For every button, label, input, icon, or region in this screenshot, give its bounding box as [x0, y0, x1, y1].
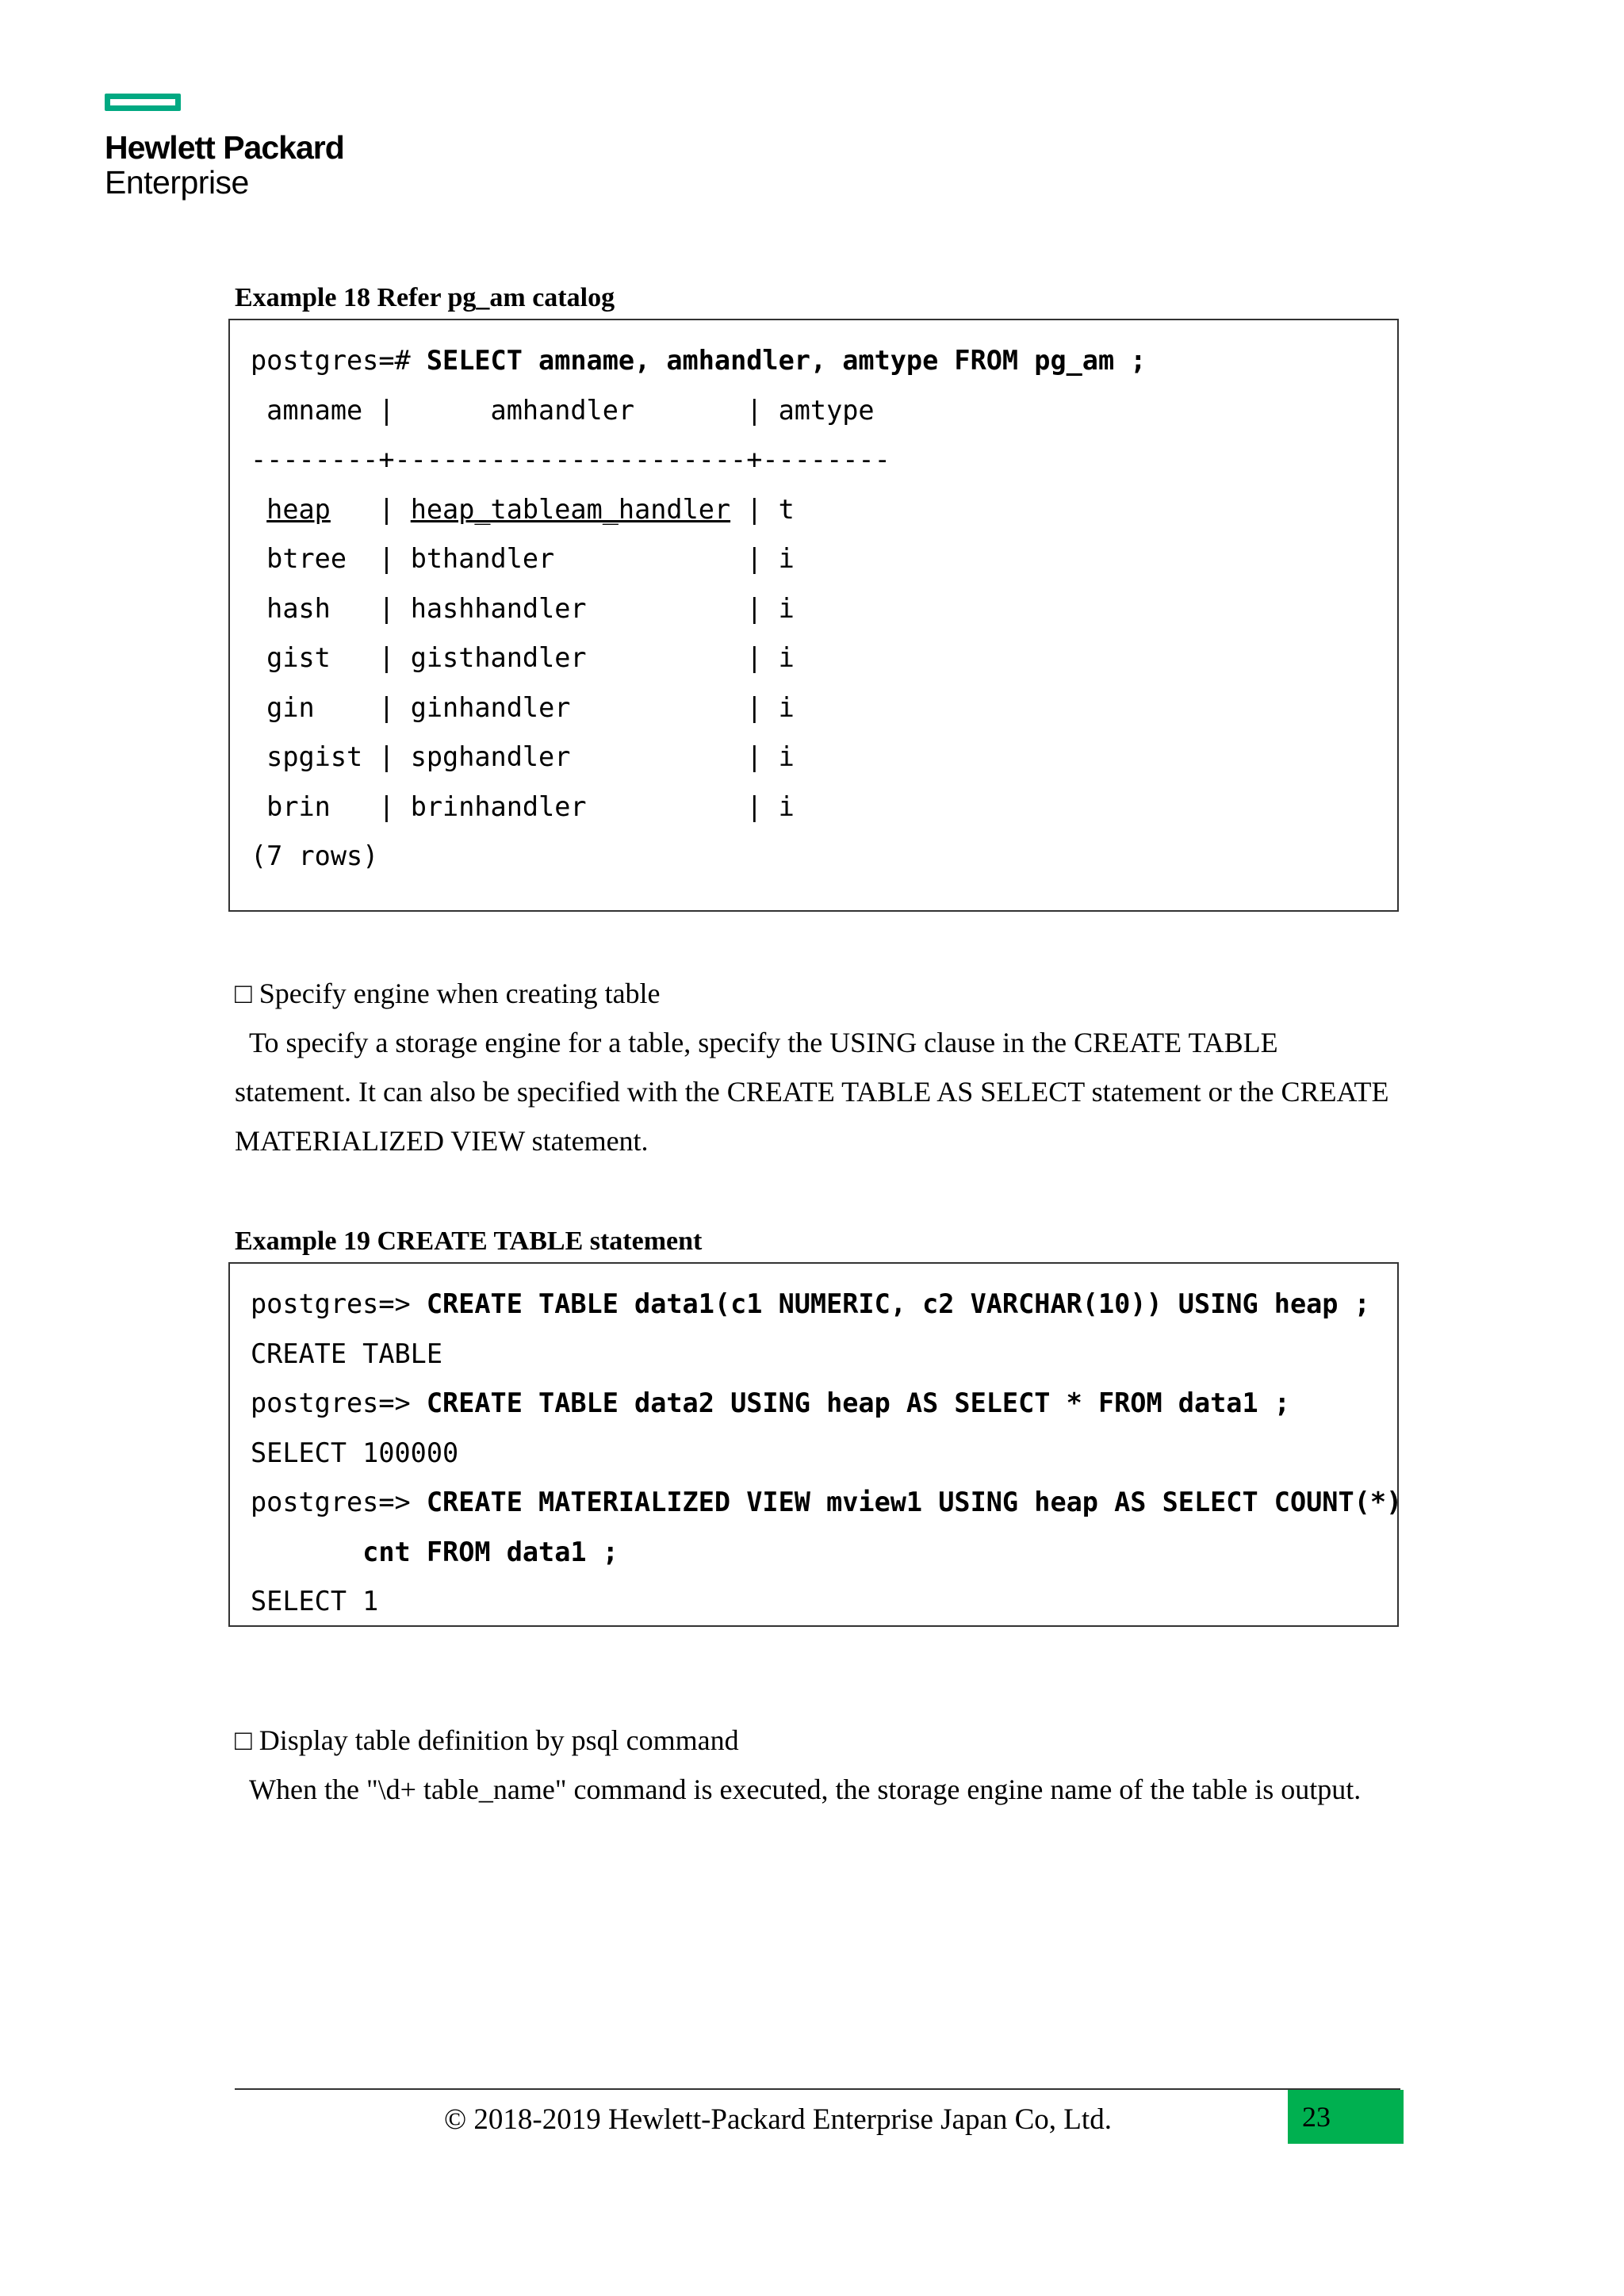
cell-amhandler: hashhandler — [410, 592, 587, 624]
paragraph-line: To specify a storage engine for a table, specify the USING clause in the CREATE TABLE — [249, 1027, 1278, 1058]
page-number: 23 — [1288, 2090, 1404, 2144]
code-line — [251, 1330, 1378, 1380]
cell-amtype: i — [778, 790, 795, 822]
example19-caption: Example 19 CREATE TABLE statement — [235, 1226, 703, 1256]
cell-amname: btree — [266, 543, 347, 574]
result-header-row: amname | amhandler | amtype — [251, 394, 875, 426]
cell-amtype: i — [778, 741, 795, 772]
row-count: (7 rows) — [251, 840, 379, 871]
table-row: hash | hashhandler | i — [266, 592, 795, 624]
command-output: CREATE TABLE — [251, 1337, 443, 1369]
sql-command: cnt FROM data1 ; — [362, 1536, 619, 1567]
code-line — [251, 1528, 1378, 1578]
paragraph-line: When the "\d+ table_name" command is executed, the storage engine name of the table is output. — [249, 1774, 1362, 1805]
sql-command: CREATE TABLE data2 USING heap AS SELECT * FROM data1 ; — [426, 1387, 1290, 1418]
footer-copyright: © 2018-2019 Hewlett-Packard Enterprise Japan Co, Ltd. — [444, 2103, 1112, 2136]
cell-amhandler: brinhandler — [410, 790, 587, 822]
logo-text-line1: Hewlett Packard — [105, 129, 344, 166]
sql-command: CREATE TABLE data1(c1 NUMERIC, c2 VARCHAR(10)) USING heap ; — [426, 1288, 1370, 1319]
cell-amhandler: heap_tableam_handler — [410, 493, 731, 525]
code-lines — [251, 1280, 1403, 1627]
code-line — [251, 1280, 1378, 1330]
paragraph-line: statement. It can also be specified with the CREATE TABLE AS SELECT statement or the CREATE — [235, 1076, 1389, 1108]
section-specify-engine — [235, 969, 1408, 1165]
code-line — [251, 1379, 1378, 1429]
code-line — [251, 1577, 1378, 1627]
example19-code-box — [228, 1262, 1403, 1627]
cell-amtype: i — [778, 642, 795, 673]
prompt: postgres=> — [251, 1387, 427, 1418]
table-row: btree | bthandler | i — [266, 543, 795, 574]
cell-amhandler: spghandler — [410, 741, 571, 772]
sql-command: CREATE MATERIALIZED VIEW mview1 USING heap AS SELECT COUNT(*) — [426, 1487, 1403, 1517]
prompt: postgres=# — [251, 345, 427, 376]
sql-command: SELECT amname, amhandler, amtype FROM pg_am ; — [426, 345, 1147, 376]
cell-amtype: i — [778, 543, 795, 574]
cell-amname: gist — [266, 642, 331, 673]
table-row: heap | heap_tableam_handler | t — [266, 493, 795, 525]
table-row: brin | brinhandler | i — [266, 790, 795, 822]
section-heading: □ Specify engine when creating table — [235, 978, 661, 1009]
cell-amtype: t — [778, 493, 795, 525]
prompt: postgres=> — [251, 1288, 427, 1319]
table-row: gin | ginhandler | i — [266, 691, 795, 723]
table-row: spgist | spghandler | i — [266, 741, 795, 772]
result-rows — [251, 485, 1378, 832]
section-heading: □ Display table definition by psql command — [235, 1724, 739, 1756]
cell-amname: brin — [266, 790, 331, 822]
hpe-logo — [105, 94, 344, 200]
prompt — [251, 1536, 362, 1567]
example18-caption: Example 18 Refer pg_am catalog — [235, 283, 615, 312]
logo-rectangle-icon — [105, 94, 181, 111]
section-display-definition — [235, 1716, 1408, 1814]
cell-amname: spgist — [266, 741, 363, 772]
cell-amtype: i — [778, 592, 795, 624]
cell-amhandler: gisthandler — [410, 642, 587, 673]
logo-text-line2: Enterprise — [105, 164, 249, 201]
code-line — [251, 1478, 1403, 1528]
cell-amhandler: ginhandler — [410, 691, 571, 723]
table-row: gist | gisthandler | i — [266, 642, 795, 673]
example18-code-box — [228, 319, 1399, 912]
code-line — [251, 1429, 1378, 1479]
paragraph-line: MATERIALIZED VIEW statement. — [235, 1125, 649, 1157]
result-separator: --------+----------------------+-------- — [251, 444, 891, 475]
command-output: SELECT 1 — [251, 1586, 379, 1617]
cell-amname: gin — [266, 691, 315, 723]
footer-divider — [235, 2088, 1400, 2090]
cell-amtype: i — [778, 691, 795, 723]
cell-amname: hash — [266, 592, 331, 624]
cell-amname: heap — [266, 493, 331, 525]
command-output: SELECT 100000 — [251, 1437, 459, 1468]
cell-amhandler: bthandler — [410, 543, 555, 574]
code-line — [251, 336, 1378, 386]
prompt: postgres=> — [251, 1487, 427, 1517]
